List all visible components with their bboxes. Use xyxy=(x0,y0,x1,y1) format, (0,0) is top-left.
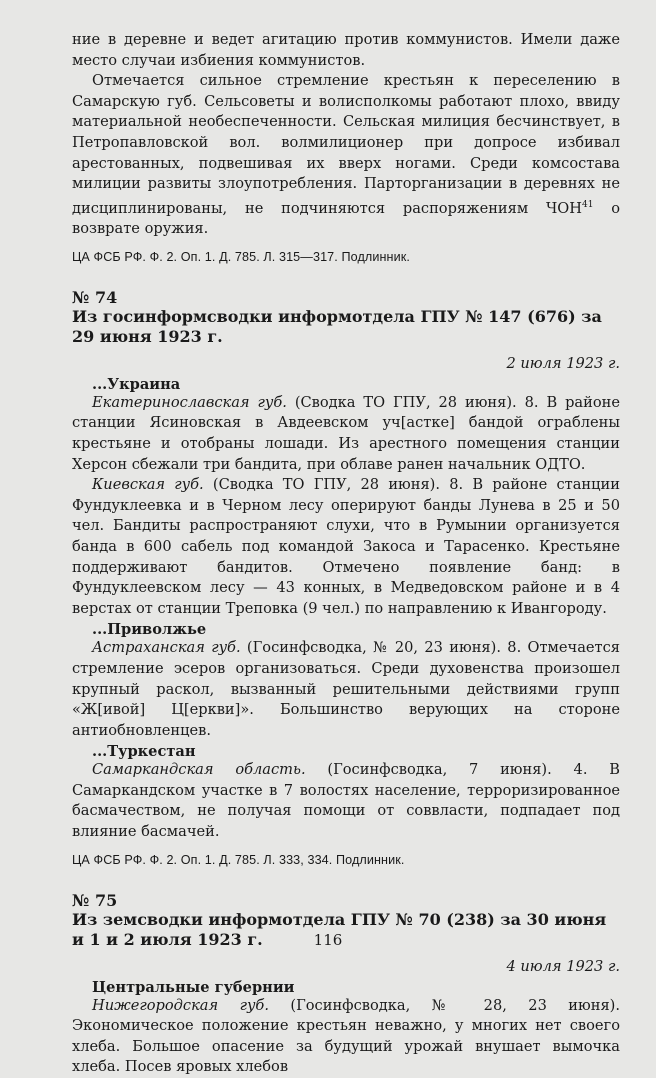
region-heading: Центральные губернии xyxy=(92,978,295,996)
intro-paragraph-1: ние в деревне и ведет агитацию против коммунистов. Имели даже место случаи избиения коммунистов. xyxy=(72,31,620,69)
region-heading: ...Украина xyxy=(92,375,181,393)
region-heading: ...Туркестан xyxy=(92,743,196,761)
archive-source: ЦА ФСБ РФ. Ф. 2. Оп. 1. Д. 785. Л. 333, 334. Подлинник. xyxy=(72,852,405,867)
archive-source: ЦА ФСБ РФ. Ф. 2. Оп. 1. Д. 785. Л. 315—317. Подлинник. xyxy=(72,249,410,264)
document-number: № 74 xyxy=(72,287,118,307)
report-entry: Самаркандская область. (Госинфсводка, 7 июня). 4. В Самаркандском участке в 7 волостях население, терроризированное басмачеством, не получая помощи от соввласти, подпадает под влияние басмачей. xyxy=(72,761,620,841)
region-heading: ...Приволжье xyxy=(92,621,207,639)
report-entry: Киевская губ. (Сводка ТО ГПУ, 28 июня). 8. В районе станции Фундуклеевка и в Черном лесу оперируют банды Лунева в 25 и 50 чел. Бандиты распространяют слухи, что в Румынии организуется банда в 600 сабель под командой Закоса и Тарасенко. Крестьяне поддерживают бандитов. Отмечено появление банд: в Фундуклеевском лесу — 43 конных, в Медведовском районе и в 4 верстах от станции Треповка (9 чел.) по направлению к Ивангороду. xyxy=(72,476,620,617)
intro-paragraph-2: Отмечается сильное стремление крестьян к переселению в Самарскую губ. Сельсоветы и волисполкомы работают плохо, ввиду материальной необеспеченности. Сельская милиция бесчинствует, в Петропавловской вол. волмилиционер при допросе избивал арестованных, подвешивая их вверх ногами. Среди комсостава милиции развиты злоупотребления. Парторганизации в деревнях не дисциплинированы, не подчиняются распоряжениям ЧОН$^{41}$ о возврате оружия. xyxy=(72,72,620,238)
footnote-ref: 41 xyxy=(581,199,594,210)
report-entry: Астраханская губ. (Госинфсводка, № 20, 23 июня). 8. Отмечается стремление эсеров организоваться. Среди духовенства произошел крупный раскол, вызванный решительными действиями групп «Ж[ивой] Ц[еркви]». Большинство верующих на стороне антиобновленцев. xyxy=(72,639,620,739)
page-number: 116 xyxy=(313,931,343,949)
document-number: № 75 xyxy=(72,890,118,910)
report-entry: Екатеринославская губ. (Сводка ТО ГПУ, 28 июня). 8. В районе станции Ясиновская в Авдеевском уч[астке] бандой ограблены крестьяне и отобраны лошади. Из арестного помещения станции Херсон сбежали три бандита, при облаве ранен начальник ОДТО. xyxy=(72,393,621,473)
document-date: 4 июля 1923 г. xyxy=(506,957,620,975)
document-date: 2 июля 1923 г. xyxy=(506,354,620,372)
document-title: Из госинформсводки информотдела ГПУ № 147 (676) за 29 июня 1923 г. xyxy=(72,306,602,346)
document-title: Из земсводки информотдела ГПУ № 70 (238) за 30 июня и 1 и 2 июля 1923 г. xyxy=(72,909,607,949)
report-entry: Нижегородская губ. (Госинфсводка, № 28, 23 июня). Экономическое положение крестьян неважно, у многих нет своего хлеба. Большое опасение за будущий урожай внушает вымочка хлеба. Посев яровых хлебов xyxy=(72,996,621,1076)
